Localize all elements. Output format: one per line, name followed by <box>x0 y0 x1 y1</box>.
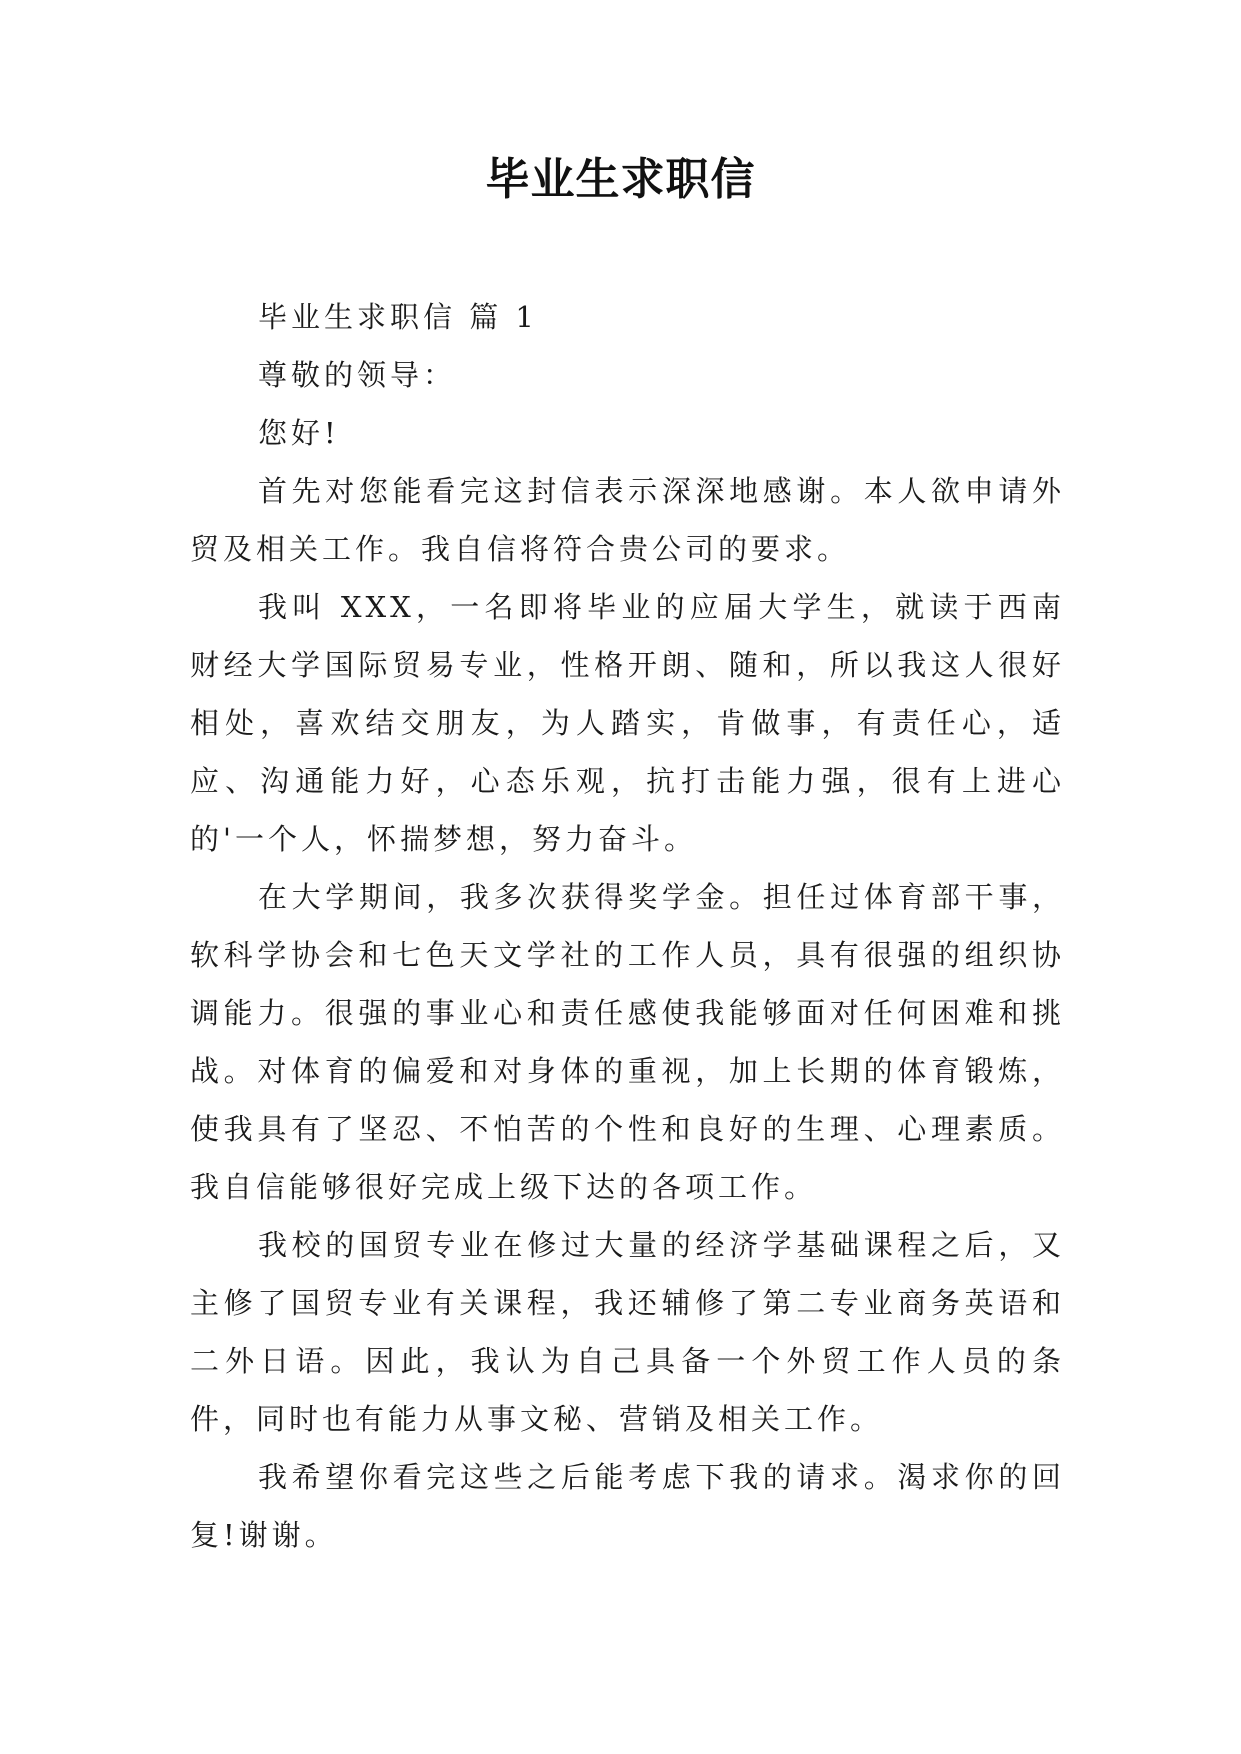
paragraph-heading: 毕业生求职信 篇 1 <box>258 300 538 334</box>
paragraph-intro: 首先对您能看完这封信表示深深地感谢。本人欲申请外贸及相关工作。我自信将符合贵公司的要求。 <box>190 474 1065 566</box>
paragraph-self-introduction: 我叫 XXX，一名即将毕业的应届大学生，就读于西南财经大学国际贸易专业，性格开朗、随和，所以我这人很好相处，喜欢结交朋友，为人踏实，肯做事，有责任心，适应、沟通能力好，心态乐观，抗打击能力强，很有上进心的'一个人，怀揣梦想，努力奋斗。 <box>190 590 1065 856</box>
letter-body <box>190 288 1065 1564</box>
paragraph-university-experience: 在大学期间，我多次获得奖学金。担任过体育部干事，软科学协会和七色天文学社的工作人员，具有很强的组织协调能力。很强的事业心和责任感使我能够面对任何困难和挑战。对体育的偏爱和对身体的重视，加上长期的体育锻炼，使我具有了坚忍、不怕苦的个性和良好的生理、心理素质。我自信能够很好完成上级下达的各项工作。 <box>190 880 1065 1204</box>
paragraph-greeting: 您好! <box>258 416 340 450</box>
paragraph-major-courses: 我校的国贸专业在修过大量的经济学基础课程之后，又主修了国贸专业有关课程，我还辅修了第二专业商务英语和二外日语。因此，我认为自己具备一个外贸工作人员的条件，同时也有能力从事文秘、营销及相关工作。 <box>190 1228 1065 1436</box>
paragraph-salutation: 尊敬的领导： <box>258 358 457 392</box>
document-title: 毕业生求职信 <box>485 154 756 205</box>
paragraph-closing: 我希望你看完这些之后能考虑下我的请求。渴求你的回复!谢谢。 <box>190 1460 1065 1552</box>
